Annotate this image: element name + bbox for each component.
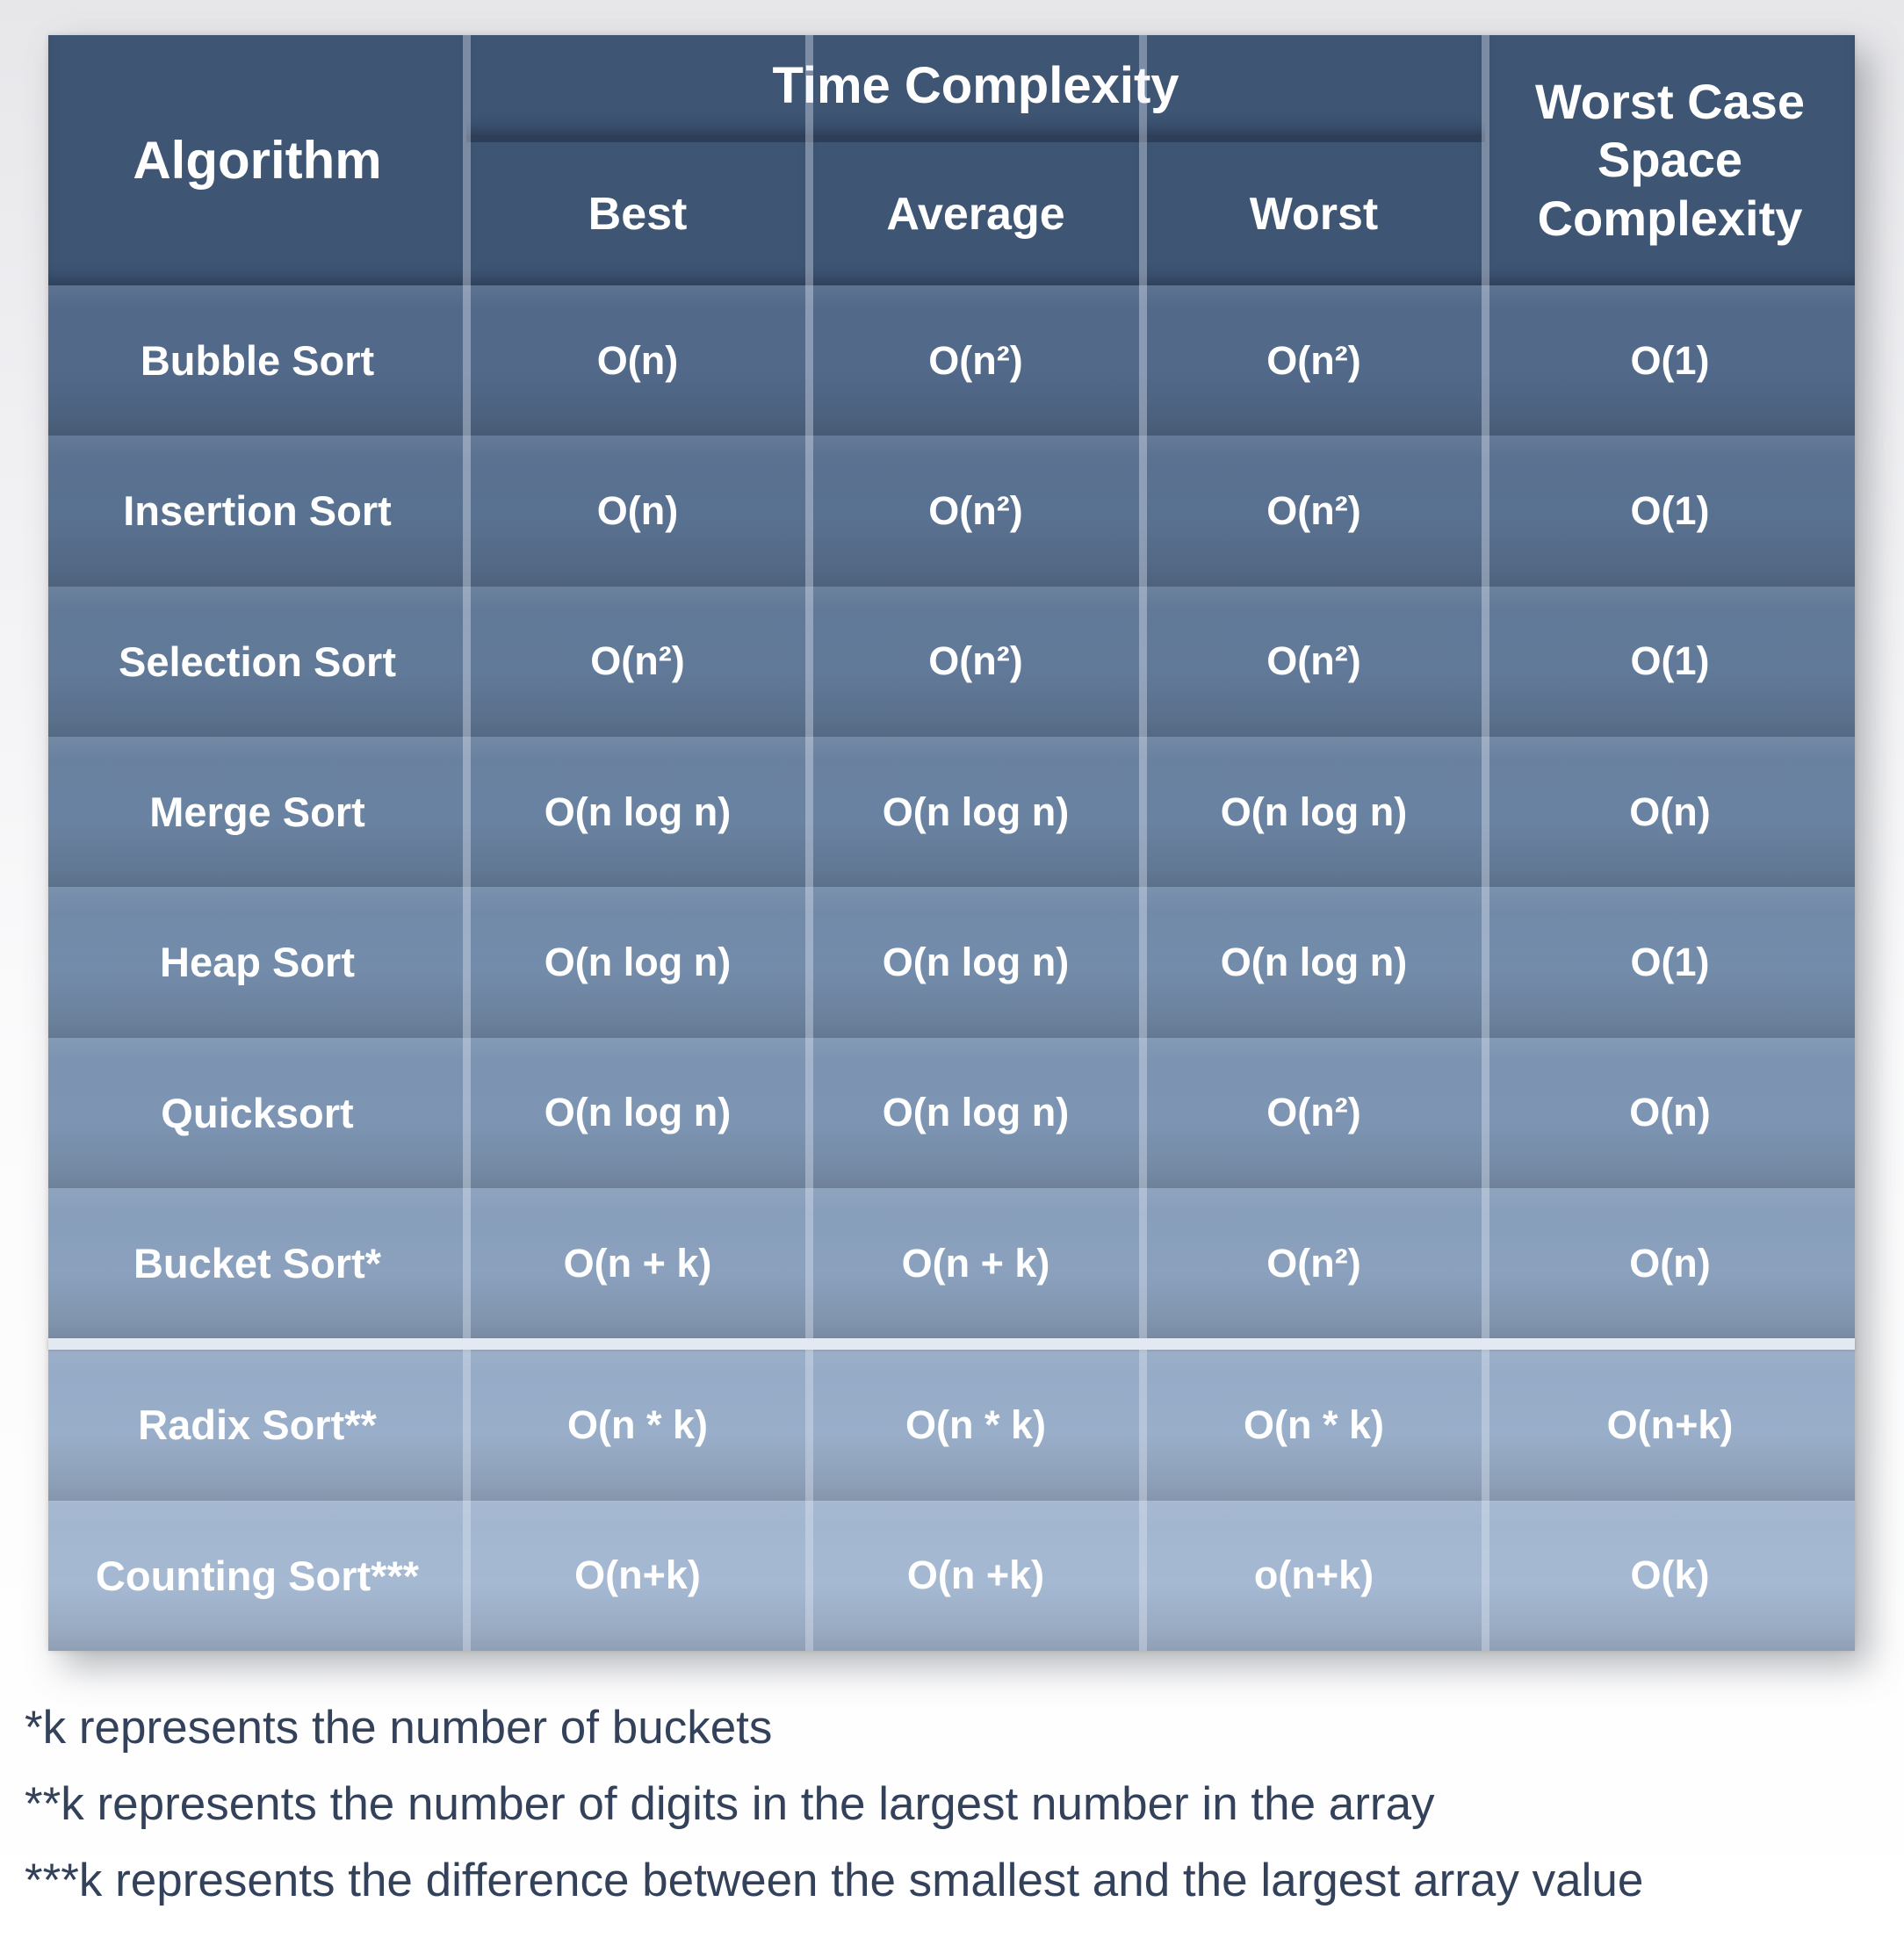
header-algorithm: Algorithm — [48, 35, 466, 285]
algorithm-name-cell: Bubble Sort — [140, 337, 375, 385]
space-cell: O(1) — [1630, 487, 1710, 533]
space-cell: O(1) — [1630, 337, 1710, 383]
average-cell: O(n * k) — [905, 1401, 1046, 1447]
best-cell: O(n) — [596, 487, 679, 533]
algorithm-name-cell: Heap Sort — [160, 939, 355, 986]
worst-cell: O(n²) — [1266, 337, 1361, 383]
space-cell: O(n) — [1629, 1090, 1711, 1135]
space-cell: O(k) — [1630, 1553, 1710, 1598]
table-row — [48, 887, 1855, 1037]
best-cell: O(n) — [596, 337, 679, 383]
table-row — [48, 285, 1855, 436]
worst-cell: O(n²) — [1266, 638, 1361, 684]
worst-cell: O(n log n) — [1220, 939, 1408, 984]
average-cell: O(n²) — [928, 487, 1023, 533]
table-row — [48, 1188, 1855, 1338]
header-best: Best — [466, 142, 809, 285]
worst-cell: O(n²) — [1266, 487, 1361, 533]
table-row — [48, 737, 1855, 887]
table-row — [48, 1038, 1855, 1188]
best-cell: O(n²) — [590, 638, 685, 684]
footnote-line: **k represents the number of digits in the largest number in the array — [25, 1777, 1435, 1830]
header-space-complexity: Worst Case Space Complexity — [1485, 35, 1855, 285]
table-header — [48, 35, 1855, 285]
row-separator-band — [48, 1338, 1855, 1350]
worst-cell: O(n²) — [1266, 1090, 1361, 1135]
best-cell: O(n + k) — [563, 1240, 712, 1286]
footnote-line: ***k represents the difference between the smallest and the largest array value — [25, 1854, 1644, 1906]
space-cell: O(1) — [1630, 939, 1710, 984]
table-row — [48, 436, 1855, 586]
complexity-table — [48, 35, 1855, 1651]
algorithm-name-cell: Radix Sort** — [138, 1401, 377, 1449]
space-cell: O(1) — [1630, 638, 1710, 684]
worst-cell: O(n²) — [1266, 1240, 1361, 1286]
worst-cell: O(n * k) — [1243, 1401, 1384, 1447]
average-cell: O(n²) — [928, 337, 1023, 383]
average-cell: O(n²) — [928, 638, 1023, 684]
footnote-line: *k represents the number of buckets — [25, 1702, 773, 1754]
algorithm-name-cell: Counting Sort*** — [95, 1552, 420, 1599]
algorithm-name-cell: Bucket Sort* — [133, 1240, 382, 1287]
worst-cell: O(n log n) — [1220, 789, 1408, 834]
table-row — [48, 587, 1855, 737]
algorithm-name-cell: Quicksort — [161, 1089, 354, 1136]
average-cell: O(n log n) — [882, 939, 1070, 984]
average-cell: O(n log n) — [882, 789, 1070, 834]
best-cell: O(n * k) — [566, 1401, 708, 1447]
table-body — [48, 285, 1855, 1651]
worst-cell: o(n+k) — [1253, 1553, 1374, 1598]
algorithm-name-cell: Merge Sort — [149, 789, 365, 836]
space-cell: O(n) — [1629, 1240, 1711, 1286]
table-row — [48, 1350, 1855, 1500]
header-time-complexity: Time Complexity — [466, 35, 1485, 142]
best-cell: O(n log n) — [544, 1090, 732, 1135]
header-average: Average — [809, 142, 1143, 285]
space-cell: O(n) — [1629, 789, 1711, 834]
table-row — [48, 1501, 1855, 1651]
algorithm-name-cell: Selection Sort — [118, 638, 396, 685]
algorithm-name-cell: Insertion Sort — [123, 487, 392, 535]
average-cell: O(n log n) — [882, 1090, 1070, 1135]
average-cell: O(n +k) — [906, 1553, 1045, 1598]
average-cell: O(n + k) — [901, 1240, 1050, 1286]
space-cell: O(n+k) — [1606, 1401, 1734, 1447]
best-cell: O(n log n) — [544, 939, 732, 984]
best-cell: O(n log n) — [544, 789, 732, 834]
best-cell: O(n+k) — [574, 1553, 701, 1598]
header-worst: Worst — [1143, 142, 1485, 285]
footnotes — [25, 1690, 1886, 1920]
